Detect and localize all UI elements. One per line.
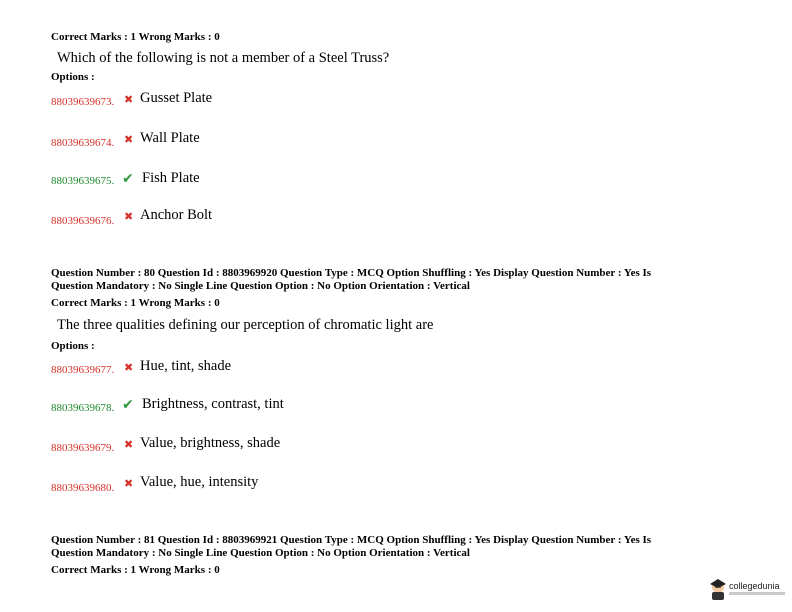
option-id: 88039639673. xyxy=(51,96,115,108)
option-text: Anchor Bolt xyxy=(140,207,213,223)
option-id: 88039639677. xyxy=(51,364,115,376)
q81-meta-line-2: Question Mandatory : No Single Line Question Option : No Option Orientation : Vertical xyxy=(51,547,470,559)
q80-marks: Correct Marks : 1 Wrong Marks : 0 xyxy=(51,297,220,309)
brand-tagline-bar xyxy=(729,592,785,595)
option-text: Fish Plate xyxy=(142,170,200,186)
option-id: 88039639678. xyxy=(51,402,115,414)
cross-icon: ✖ xyxy=(124,210,134,223)
q80-meta-line-1: Question Number : 80 Question Id : 8803969920 Question Type : MCQ Option Shuffling : Yes Display Question Number : Yes Is xyxy=(51,267,652,279)
collegedunia-logo-icon xyxy=(708,578,728,600)
option-text: Value, hue, intensity xyxy=(140,474,259,490)
check-icon: ✔ xyxy=(122,171,134,187)
cross-icon: ✖ xyxy=(124,361,134,374)
option-id: 88039639680. xyxy=(51,482,115,494)
q79-marks: Correct Marks : 1 Wrong Marks : 0 xyxy=(51,31,220,43)
cross-icon: ✖ xyxy=(124,93,134,106)
check-icon: ✔ xyxy=(122,397,134,413)
option-id: 88039639675. xyxy=(51,175,115,187)
option-id: 88039639674. xyxy=(51,137,115,149)
q80-question-text: The three qualities defining our perception of chromatic light are xyxy=(57,317,434,333)
brand-name: collegedunia xyxy=(729,581,780,591)
cross-icon: ✖ xyxy=(124,133,134,146)
q79-options-label: Options : xyxy=(51,71,95,83)
q79-question-text: Which of the following is not a member of a Steel Truss? xyxy=(57,50,390,66)
option-text: Wall Plate xyxy=(140,130,200,146)
cross-icon: ✖ xyxy=(124,438,134,451)
option-id: 88039639679. xyxy=(51,442,115,454)
q81-meta-line-1: Question Number : 81 Question Id : 8803969921 Question Type : MCQ Option Shuffling : Yes Display Question Number : Yes Is xyxy=(51,534,652,546)
option-text: Hue, tint, shade xyxy=(140,358,232,374)
option-id: 88039639676. xyxy=(51,215,115,227)
option-text: Value, brightness, shade xyxy=(140,435,281,451)
option-text: Brightness, contrast, tint xyxy=(142,396,284,412)
cross-icon: ✖ xyxy=(124,477,134,490)
q80-options-label: Options : xyxy=(51,340,95,352)
q81-marks: Correct Marks : 1 Wrong Marks : 0 xyxy=(51,564,220,576)
q80-meta-line-2: Question Mandatory : No Single Line Question Option : No Option Orientation : Vertical xyxy=(51,280,470,292)
option-text: Gusset Plate xyxy=(140,90,213,106)
collegedunia-watermark xyxy=(708,578,788,604)
